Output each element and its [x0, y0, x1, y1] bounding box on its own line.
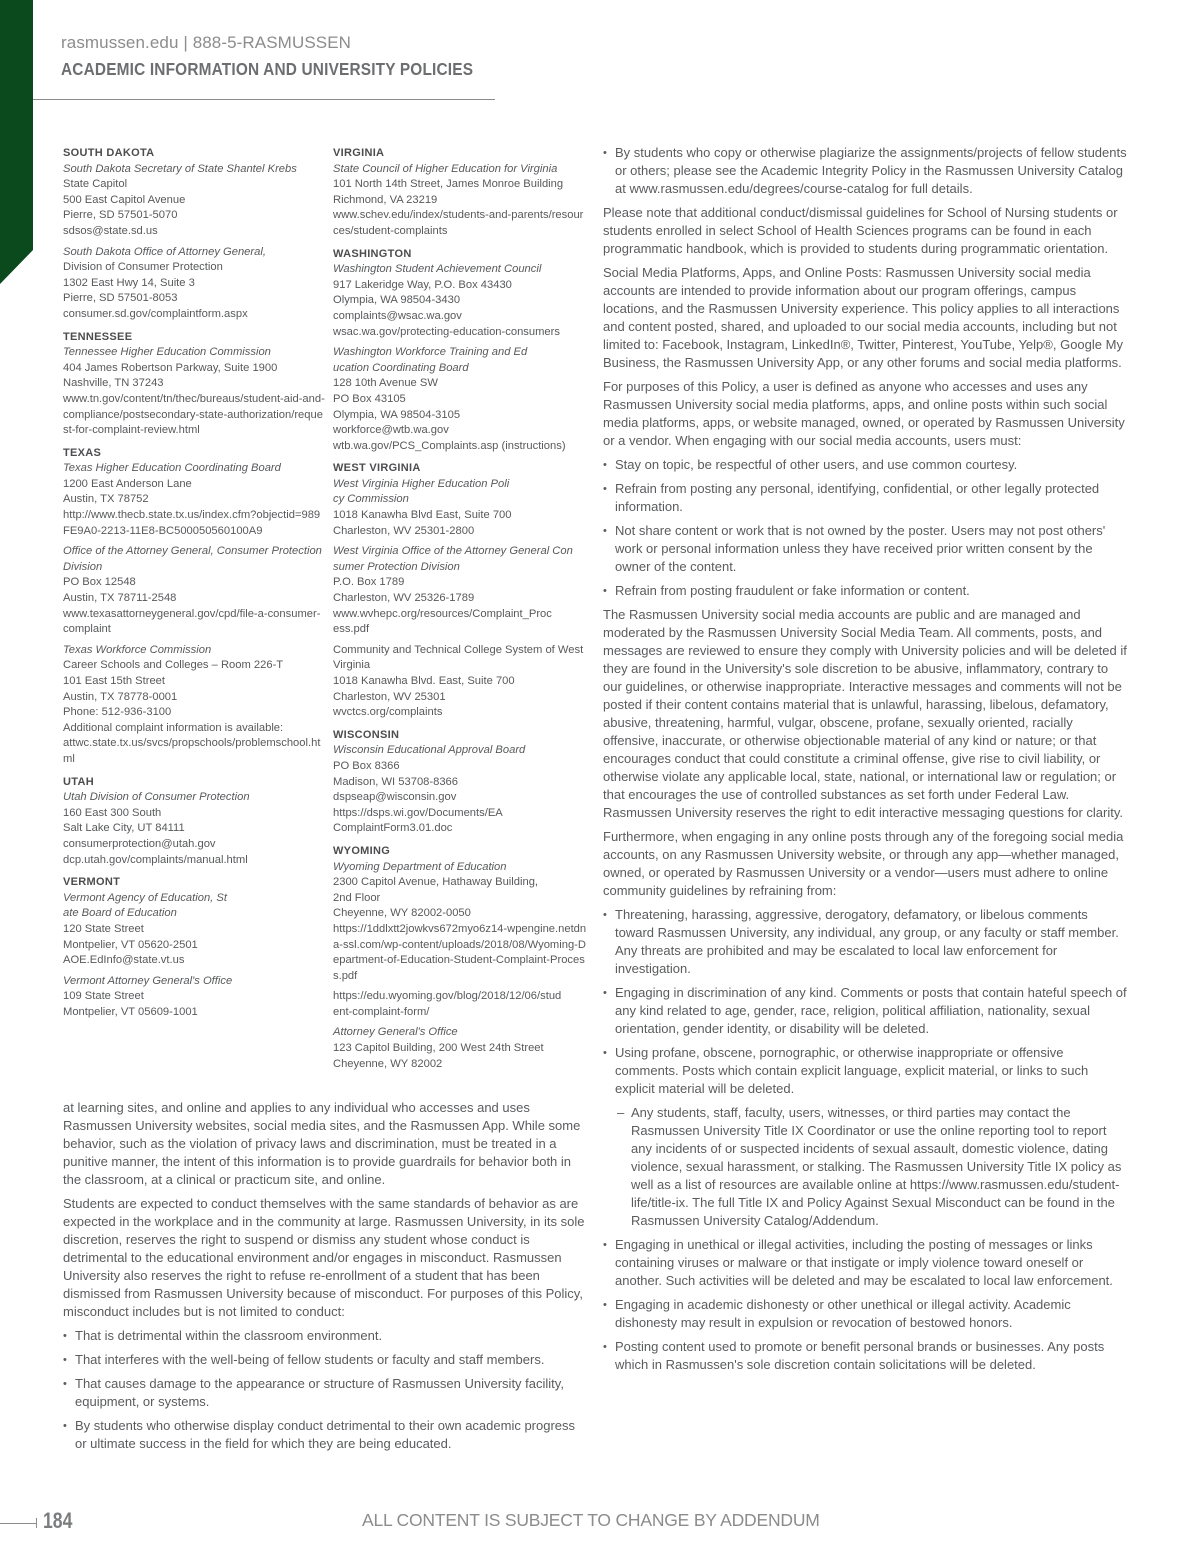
section-title: ACADEMIC INFORMATION AND UNIVERSITY POLICIES — [61, 59, 474, 79]
address-line: Richmond, VA 23219 — [333, 193, 438, 206]
state-wisconsin — [333, 728, 588, 837]
list-item: • Not share content or work that is not owned by the poster. Users may not post others' work or personal information unless they have received prior written consent by the owner of the content. — [603, 522, 1127, 576]
address-line: Olympia, WA 98504-3430 — [333, 294, 461, 307]
url-link[interactable]: www.tn.gov/content/tn/thec/bureaus/student-aid-and-compliance/postsecondary-state-authorization/request-for-complaint-review.html — [63, 392, 325, 437]
email-link[interactable]: dspseap@wisconsin.gov — [333, 791, 457, 804]
site-contact: rasmussen.edu | 888-5-RASMUSSEN — [61, 33, 352, 52]
organization-name: Texas Higher Education Coordinating Board — [63, 462, 281, 475]
moderation-paragraph: The Rasmussen University social media accounts are public and are managed and moderated by the Rasmussen University Social Media Team. All comments, posts, and messages are reviewed to ensure they comply with University policies and will be deleted if they are found in the University's sole discretion to be abusive, inflammatory, contrary to our guidelines, or otherwise inappropriate. Interactive messages and comments will not be posted if their content contains material that is unlawful, harassing, libelous, defamatory, abusive, threatening, harmful, vulgar, obscene, profane, sexually oriented, racially offensive, inaccurate, or otherwise objectionable material of any kind or nature; or that encourages conduct that could constitute a criminal offense, give rise to civil liability, or otherwise violate any applicable local, state, national, or international law or regulation; or that encourages the use of controlled substances as set forth under Federal Law. Rasmussen University reserves the right to edit interactive messaging questions for clarity. — [603, 607, 1127, 820]
list-item: • That causes damage to the appearance or structure of Rasmussen University facility, equipment, or systems. — [63, 1375, 587, 1411]
url-link[interactable]: https://dsps.wi.gov/Documents/EAComplaintForm3.01.doc — [333, 806, 503, 835]
state-contacts-column-b — [333, 146, 588, 1079]
state-vermont — [63, 875, 325, 1020]
organization-name: Vermont Attorney General's Office — [63, 974, 233, 987]
nursing-note-paragraph: Please note that additional conduct/dismissal guidelines for School of Nursing students or students enrolled in select School of Health Sciences programs can be found in each programmatic handbook, which is provided to students during programmatic orientation. — [603, 205, 1118, 256]
state-heading: WASHINGTON — [333, 247, 412, 260]
organization-name: West Virginia Higher Education Policy Commission — [333, 477, 510, 506]
address-line: Division of Consumer Protection — [63, 261, 223, 274]
organization-name: Texas Workforce Commission — [63, 643, 212, 656]
address-line: 101 North 14th Street, James Monroe Building — [333, 178, 564, 191]
address-line: 1018 Kanawha Blvd. East, Suite 700 — [333, 675, 515, 687]
conduct-intro-paragraph: at learning sites, and online and applies to any individual who accesses and uses Rasmussen University websites, social media sites, and the Rasmussen App. While some behavior, such as the violation of privacy laws and discrimination, must be treated in a punitive manner, the intent of this information is to provide guardrails for behavior both in the classroom, at a clinical or practicum site, and online. — [63, 1100, 581, 1187]
address-line: PO Box 8366 — [333, 759, 400, 772]
page-header — [61, 33, 495, 80]
organization-name: Community and Technical College System of West Virginia — [333, 643, 584, 672]
contact-entry — [63, 162, 325, 240]
conduct-expectations-paragraph: Students are expected to conduct themselves with the same standards of behavior as are expected in the workplace and in the community at large. Rasmussen University, in its sole discretion, reserves the right to suspend or dismiss any student whose conduct is detrimental to the educational environment and/or engages in misconduct. Rasmussen University also reserves the right to refuse re-enrollment of a student that has been dismissed from Rasmussen University because of misconduct. For purposes of this Policy, misconduct includes but is not limited to conduct: — [63, 1196, 585, 1319]
list-item: • That interferes with the well-being of fellow students or faculty and staff members. — [63, 1351, 587, 1369]
state-heading: SOUTH DAKOTA — [63, 147, 155, 159]
address-line: Austin, TX 78711-2548 — [63, 592, 177, 605]
organization-name: Vermont Agency of Education, State Board of Education — [63, 891, 227, 920]
state-washington — [333, 247, 588, 455]
address-line: 128 10th Avenue SW — [333, 377, 438, 390]
address-line: P.O. Box 1789 — [333, 576, 405, 589]
state-west-virginia — [333, 461, 588, 721]
list-item: • That is detrimental within the classroom environment. — [63, 1327, 587, 1345]
contact-entry — [333, 544, 588, 638]
list-item: • Engaging in academic dishonesty or other unethical or illegal activity. Academic dishonesty may result in expulsion or revocation of bestowed honors. — [603, 1296, 1127, 1332]
state-heading: WISCONSIN — [333, 728, 400, 741]
organization-name: Office of the Attorney General, Consumer Protection Division — [63, 545, 322, 573]
addendum-notice: ALL CONTENT IS SUBJECT TO CHANGE BY ADDENDUM — [362, 1510, 820, 1530]
address-line: Charleston, WV 25301 — [333, 690, 446, 703]
address-line: Montpelier, VT 05609-1001 — [63, 1005, 198, 1018]
address-line: Pierre, SD 57501-8053 — [63, 292, 178, 305]
list-item: • Stay on topic, be respectful of other users, and use common courtesy. — [603, 456, 1127, 474]
address-line: Montpelier, VT 05620-2501 — [63, 938, 198, 951]
url-link[interactable]: wvctcs.org/complaints — [333, 706, 443, 719]
url-link[interactable]: www.schev.edu/index/students-and-parents/resources/student-complaints — [333, 209, 584, 237]
list-item-text: Using profane, obscene, pornographic, or otherwise inappropriate or offensive comments. Posts which contain explicit language, explicit material, or links to such explicit material will be deleted. — [615, 1045, 1089, 1096]
brand-accent-bar — [0, 0, 33, 284]
contact-entry — [63, 891, 325, 969]
url-link[interactable]: dcp.utah.gov/complaints/manual.html — [63, 853, 248, 866]
url-link[interactable]: wsac.wa.gov/protecting-education-consumers — [333, 325, 560, 338]
address-line: Olympia, WA 98504-3105 — [333, 408, 461, 421]
conduct-policy-section — [63, 1099, 587, 1459]
title-ix-note: – Any students, staff, faculty, users, witnesses, or third parties may contact the Rasmussen University Title IX Coordinator or use the online reporting tool to report any incidents of or suspected incidents of sexual assault, domestic violence, dating violence, sexual harassment, or stalking. The Rasmussen University Title IX policy as well as a list of resources are available online at https://www.rasmussen.edu/student-life/title-ix. The full Title IX and Policy Against Sexual Misconduct can be found in the Rasmussen University Catalog/Addendum. — [615, 1104, 1127, 1230]
url-link[interactable]: consumer.sd.gov/complaintform.aspx — [63, 307, 248, 320]
contact-entry — [63, 643, 325, 768]
address-line: Career Schools and Colleges – Room 226-T — [63, 659, 284, 672]
contact-entry — [333, 1025, 588, 1072]
contact-entry — [63, 544, 325, 638]
email-link[interactable]: consumerprotection@utah.gov — [63, 837, 216, 850]
email-link[interactable]: AOE.EdInfo@state.vt.us — [63, 954, 185, 967]
address-line: Pierre, SD 57501-5070 — [63, 209, 178, 222]
url-link[interactable]: https://1ddlxtt2jowkvs672myo6z14-wpengine.netdna-ssl.com/wp-content/uploads/2018/08/Wyoming-Department-of-Education-Student-Complaint-Process.pdf — [333, 922, 587, 982]
state-contacts-column-a — [63, 146, 325, 1027]
state-heading: TENNESSEE — [63, 330, 133, 343]
address-line: 500 East Capitol Avenue — [63, 193, 186, 206]
list-item: • By students who otherwise display conduct detrimental to their own academic progress or ultimate success in the field for which they are being educated. — [63, 1417, 587, 1453]
state-heading: VIRGINIA — [333, 147, 385, 159]
address-line: 160 East 300 South — [63, 806, 162, 819]
address-line: 101 East 15th Street — [63, 675, 165, 687]
list-item: • Threatening, harassing, aggressive, derogatory, defamatory, or libelous comments toward Rasmussen University, any individual, any group, or any faculty or staff member. Any threats are prohibited and may be escalated to local law enforcement for investigation. — [603, 906, 1127, 978]
organization-name: Utah Division of Consumer Protection — [63, 791, 250, 804]
state-wyoming — [333, 844, 588, 1072]
address-line: 1302 East Hwy 14, Suite 3 — [63, 276, 195, 289]
address-line: State Capitol — [63, 178, 128, 191]
address-line: Salt Lake City, UT 84111 — [63, 822, 185, 835]
contact-entry — [63, 461, 325, 539]
footer-rule-tick — [36, 1518, 37, 1528]
contact-entry — [333, 989, 588, 1020]
address-line: Madison, WI 53708-8366 — [333, 775, 459, 788]
organization-name: South Dakota Secretary of State Shantel Krebs — [63, 162, 297, 175]
address-line: 2300 Capitol Avenue, Hathaway Building, 2nd Floor — [333, 876, 539, 904]
url-link[interactable]: www.texasattorneygeneral.gov/cpd/file-a-consumer-complaint — [63, 607, 321, 636]
state-utah — [63, 775, 325, 869]
email-link[interactable]: sdsos@state.sd.us — [63, 224, 158, 237]
address-line: Nashville, TN 37243 — [63, 377, 164, 390]
address-line: 1018 Kanawha Blvd East, Suite 700 — [333, 509, 512, 522]
contact-entry — [333, 743, 588, 837]
address-line: PO Box 12548 — [63, 576, 136, 589]
user-rules-list — [603, 456, 1127, 600]
phone-number: Phone: 512-936-3100 — [63, 706, 172, 719]
state-texas — [63, 446, 325, 768]
organization-name: South Dakota Office of Attorney General, — [63, 245, 266, 258]
list-item — [603, 1044, 1127, 1230]
page-number: 184 — [43, 1508, 73, 1533]
url-link[interactable]: attwc.state.tx.us/svcs/propschools/problemschool.html — [63, 737, 321, 765]
state-heading: UTAH — [63, 775, 94, 788]
header-divider — [33, 99, 495, 100]
email-link[interactable]: complaints@wsac.wa.gov — [333, 309, 462, 322]
address-line: 120 State Street — [63, 922, 144, 935]
user-definition-paragraph: For purposes of this Policy, a user is defined as anyone who accesses and uses any Rasmussen University social media platforms, apps, and online posts within such social media platforms, apps, or website managed, owned, or operated by Rasmussen University or a vendor. When engaging with our social media accounts, users must: — [603, 379, 1125, 448]
list-item: • By students who copy or otherwise plagiarize the assignments/projects of fellow students or others; please see the Academic Integrity Policy in the Rasmussen University Catalog at www.rasmussen.edu/degrees/course-catalog for full details. — [603, 144, 1127, 198]
list-item: • Engaging in unethical or illegal activities, including the posting of messages or links containing viruses or malware or that instigate or imply violence toward oneself or another. Such activities will be deleted and may be escalated to local law enforcement. — [603, 1236, 1127, 1290]
contact-entry — [333, 262, 588, 340]
organization-name: Tennessee Higher Education Commission — [63, 346, 271, 359]
contact-entry — [333, 477, 588, 539]
info-note: Additional complaint information is available: — [63, 721, 284, 734]
contact-entry — [63, 345, 325, 439]
contact-entry — [333, 643, 588, 721]
misconduct-list — [63, 1327, 587, 1453]
organization-name: Wyoming Department of Education — [333, 860, 507, 873]
state-heading: WEST VIRGINIA — [333, 462, 421, 475]
address-line: PO Box 43105 — [333, 392, 406, 405]
url-link[interactable]: https://edu.wyoming.gov/blog/2018/12/06/student-complaint-form/ — [333, 990, 562, 1018]
organization-name: Attorney General's Office — [333, 1026, 458, 1039]
address-line: Charleston, WV 25326-1789 — [333, 592, 475, 605]
address-line: 109 State Street — [63, 990, 144, 1003]
social-media-policy-section — [603, 144, 1127, 1380]
url-link[interactable]: http://www.thecb.state.tx.us/index.cfm?objectid=989FE9A0-2213-11E8-BC500050560100A9 — [63, 509, 321, 537]
state-tennessee — [63, 330, 325, 439]
address-line: Charleston, WV 25301-2800 — [333, 524, 475, 537]
list-item: • Posting content used to promote or benefit personal brands or businesses. Any posts which in Rasmussen's sole discretion contain solicitations will be deleted. — [603, 1338, 1127, 1374]
organization-name: Washington Workforce Training and Education Coordinating Board — [333, 346, 528, 374]
list-item: • Engaging in discrimination of any kind. Comments or posts that contain hateful speech of any kind related to age, gender, race, religion, political affiliation, nationality, sexual orientation, gender identity, or disability will be deleted. — [603, 984, 1127, 1038]
contact-entry — [333, 860, 588, 985]
address-line: Austin, TX 78752 — [63, 493, 149, 506]
footer-rule — [0, 1523, 36, 1524]
state-south-dakota — [63, 146, 325, 323]
address-line: 404 James Robertson Parkway, Suite 1900 — [63, 361, 278, 374]
organization-name: Wisconsin Educational Approval Board — [333, 744, 526, 757]
prohibited-list — [603, 906, 1127, 1374]
contact-entry — [333, 345, 588, 454]
misconduct-list-continued — [603, 144, 1127, 198]
state-virginia — [333, 146, 588, 240]
furthermore-paragraph: Furthermore, when engaging in any online posts through any of the foregoing social media accounts, on any Rasmussen University website, or through any app—whether managed, owned, or operated by Rasmussen University or a vendor—users must adhere to online community guidelines by refraining from: — [603, 829, 1124, 898]
contact-entry — [333, 162, 588, 240]
page-footer — [0, 1506, 1188, 1540]
address-line: Cheyenne, WY 82002 — [333, 1057, 443, 1070]
url-link[interactable]: www.wvhepc.org/resources/Complaint_Process.pdf — [333, 607, 552, 636]
organization-name: West Virginia Office of the Attorney General Consumer Protection Division — [333, 545, 573, 573]
address-line: 123 Capitol Building, 200 West 24th Street — [333, 1042, 544, 1055]
email-link[interactable]: workforce@wtb.wa.gov — [333, 424, 449, 437]
address-line: 917 Lakeridge Way, P.O. Box 43430 — [333, 278, 512, 291]
social-media-intro-paragraph: Social Media Platforms, Apps, and Online Posts: Rasmussen University social media accounts are intended to provide information about our program offerings, campus locations, and the Rasmussen University experience. This policy applies to all interactions and content posted, shared, and uploaded to our social media accounts, including but not limited to: Facebook, Instagram, LinkedIn®, Twitter, Pinterest, YouTube, Yelp®, Google My Business, the Rasmussen University App, or any other forums and social media platforms. — [603, 265, 1123, 370]
organization-name: Washington Student Achievement Council — [333, 263, 542, 276]
contact-entry — [63, 974, 325, 1021]
state-heading: VERMONT — [63, 876, 121, 889]
address-line: Austin, TX 78778-0001 — [63, 690, 178, 703]
title-ix-sublist — [615, 1104, 1127, 1230]
state-heading: TEXAS — [63, 446, 102, 459]
address-line: 1200 East Anderson Lane — [63, 477, 192, 490]
contact-entry — [63, 790, 325, 868]
url-link[interactable]: wtb.wa.gov/PCS_Complaints.asp (instructions) — [333, 439, 566, 452]
state-heading: WYOMING — [333, 844, 391, 857]
address-line: Cheyenne, WY 82002-0050 — [333, 907, 471, 920]
organization-name: State Council of Higher Education for Virginia — [333, 162, 558, 175]
list-item: • Refrain from posting any personal, identifying, confidential, or other legally protected information. — [603, 480, 1127, 516]
list-item: • Refrain from posting fraudulent or fake information or content. — [603, 582, 1127, 600]
contact-entry — [63, 245, 325, 323]
